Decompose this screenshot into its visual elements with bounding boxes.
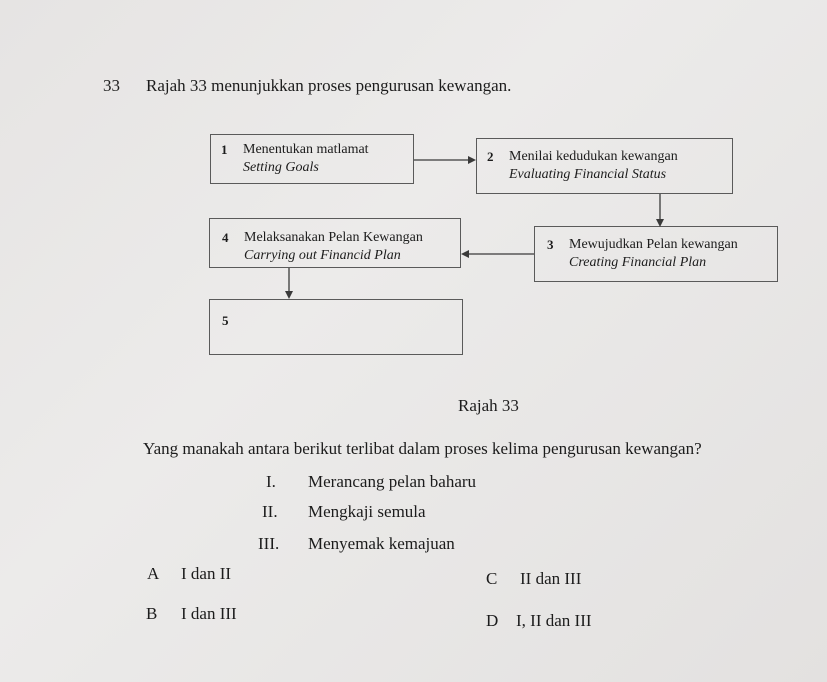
step-label-malay: Menentukan matlamat	[243, 142, 369, 157]
step-number: 2	[487, 149, 494, 164]
step-number: 1	[221, 142, 228, 157]
option-d-text[interactable]: I, II dan III	[516, 611, 592, 630]
arrowhead-4-to-5	[285, 291, 293, 299]
diagram-caption: Rajah 33	[458, 396, 519, 415]
option-d-letter[interactable]: D	[486, 611, 499, 630]
statement-text: Mengkaji semula	[308, 502, 426, 521]
option-b-text[interactable]: I dan III	[181, 604, 237, 623]
step-label-malay: Menilai kedudukan kewangan	[509, 149, 678, 164]
step-label-english: Creating Financial Plan	[569, 255, 707, 270]
option-c-letter[interactable]: C	[486, 569, 498, 588]
statement-number: III.	[258, 534, 280, 553]
arrowhead-2-to-3	[656, 219, 664, 227]
statement-text: Merancang pelan baharu	[308, 472, 477, 491]
option-c-text[interactable]: II dan III	[520, 569, 582, 588]
step-label-malay: Melaksanakan Pelan Kewangan	[244, 230, 423, 245]
step-number: 3	[547, 237, 554, 252]
option-b-letter[interactable]: B	[146, 604, 158, 623]
step-label-english: Evaluating Financial Status	[509, 167, 667, 182]
step-label-english: Setting Goals	[243, 160, 319, 175]
question-number: 33	[103, 76, 120, 95]
arrowhead-3-to-4	[461, 250, 469, 258]
step-label-malay: Mewujudkan Pelan kewangan	[569, 237, 738, 252]
statement-number: I.	[266, 472, 276, 491]
question-stem: Rajah 33 menunjukkan proses pengurusan kewangan.	[146, 76, 512, 95]
statement-number: II.	[262, 502, 278, 521]
arrowhead-1-to-2	[468, 156, 476, 164]
option-a-letter[interactable]: A	[147, 564, 160, 583]
option-a-text[interactable]: I dan II	[181, 564, 232, 583]
statement-text: Menyemak kemajuan	[308, 534, 455, 553]
step-number: 5	[222, 313, 229, 328]
question-prompt: Yang manakah antara berikut terlibat dalam proses kelima pengurusan kewangan?	[143, 439, 702, 458]
step-label-english: Carrying out Financid Plan	[244, 248, 401, 263]
step-number: 4	[222, 230, 229, 245]
